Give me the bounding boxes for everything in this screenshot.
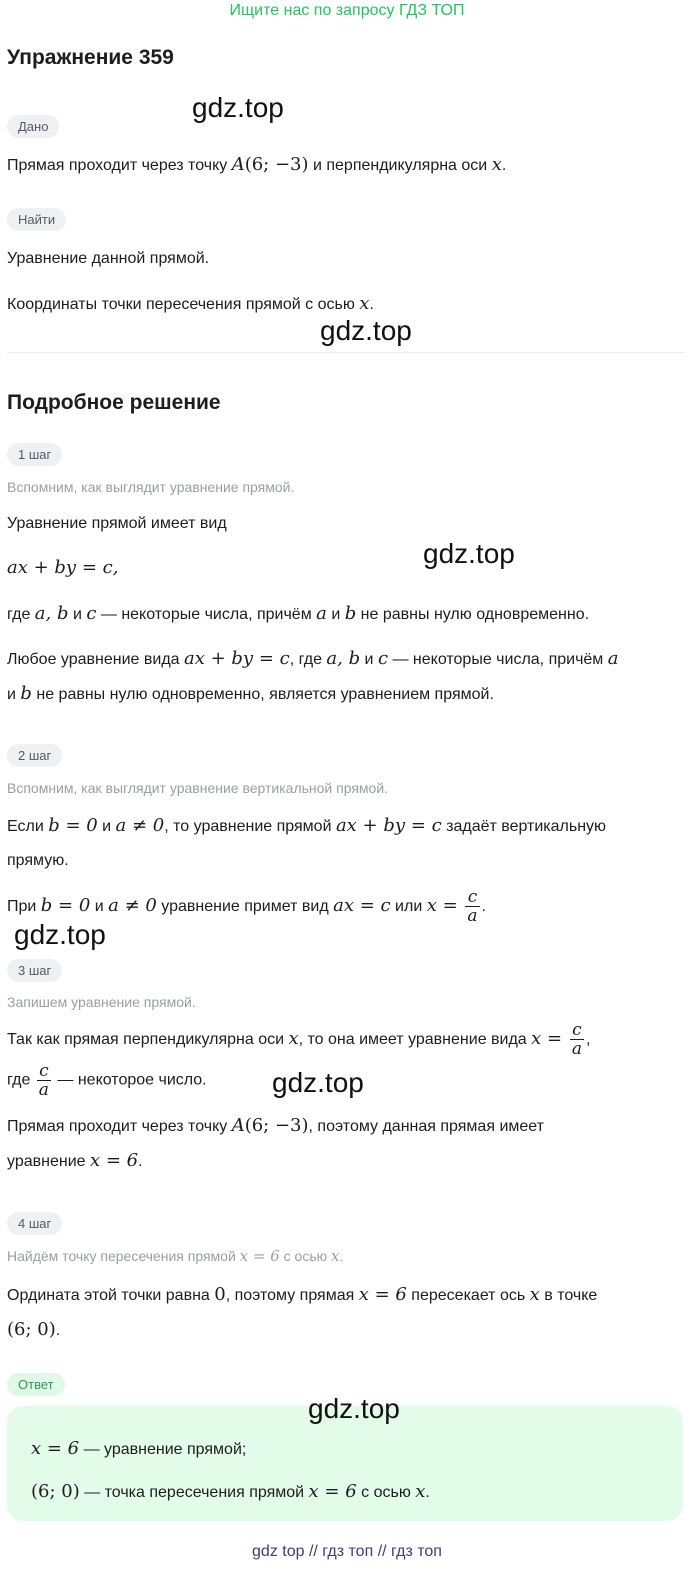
step-3-hint: Запишем уравнение прямой. — [7, 994, 196, 1010]
step-1-line-5 — [7, 676, 682, 712]
math: x = 6 — [89, 1150, 139, 1171]
text: — некоторые числа, причём — [388, 651, 608, 668]
fraction — [465, 888, 479, 925]
math: x = 6 — [31, 1438, 80, 1459]
text: , где — [289, 651, 327, 668]
fraction — [570, 1021, 584, 1058]
divider — [7, 352, 685, 353]
find-chip: Найти — [7, 208, 66, 231]
math: x — [529, 1284, 540, 1305]
math: x = 6 — [358, 1284, 407, 1305]
step-3-chip: 3 шаг — [7, 959, 62, 982]
math: ax + by = c, — [7, 557, 119, 578]
text: , поэтому прямая — [225, 1287, 359, 1304]
math: ax + by = c — [184, 648, 290, 669]
text: Ордината этой точки равна — [7, 1287, 215, 1304]
text: задаёт вертикальную — [441, 818, 607, 835]
math: a ≠ 0 — [115, 815, 165, 836]
step-2-line-2: прямую. — [7, 852, 69, 869]
text: . — [339, 1248, 344, 1264]
math: a — [607, 648, 619, 669]
math: (6; 0) — [7, 1319, 56, 1340]
text: Так как прямая перпендикулярна оси — [7, 1031, 289, 1048]
text: — некоторое число. — [52, 1071, 207, 1089]
text: где — [7, 606, 35, 623]
step-2-line-3 — [7, 888, 682, 925]
math: b — [344, 603, 357, 624]
math: ax + by = c — [335, 815, 442, 836]
text: и перпендикулярна оси — [308, 157, 492, 174]
answer-line-1 — [31, 1431, 682, 1467]
text: . — [138, 1153, 143, 1170]
text: Прямая проходит через точку — [7, 157, 232, 174]
math: (6; −3) — [244, 154, 309, 175]
text: , то она имеет уравнение вида — [298, 1031, 532, 1048]
step-1-chip: 1 шаг — [7, 443, 62, 466]
text: и — [326, 606, 345, 623]
search-banner[interactable]: Ищите нас по запросу ГДЗ ТОП — [229, 2, 465, 19]
math: A — [231, 154, 245, 175]
text: и — [7, 686, 21, 703]
fraction-numerator: c — [37, 1062, 51, 1081]
math: x = — [426, 895, 464, 916]
math: b = 0 — [48, 815, 98, 836]
text: уравнение примет вид — [156, 898, 334, 915]
watermark: gdz.top — [14, 919, 106, 950]
step-1-line-1: Уравнение прямой имеет вид — [7, 515, 227, 532]
text: не равны нулю одновременно. — [356, 606, 590, 623]
step-3-line-1 — [7, 1021, 682, 1058]
text: Любое уравнение вида — [7, 651, 184, 668]
math: x = 6 — [308, 1481, 357, 1502]
watermark: gdz.top — [320, 315, 412, 346]
text: не равны нулю одновременно, является уравнением прямой. — [31, 686, 494, 703]
math: (6; −3) — [244, 1115, 309, 1136]
text: — точка пересечения прямой — [79, 1484, 309, 1501]
math: (6; 0) — [31, 1481, 80, 1502]
text: При — [7, 898, 41, 915]
text: пересекает ось — [406, 1287, 530, 1304]
math: a, b — [326, 648, 361, 669]
step-2-line-1 — [7, 808, 682, 844]
fraction-numerator: c — [570, 1021, 584, 1040]
fraction-denominator: a — [38, 1080, 49, 1100]
text: или — [390, 898, 427, 915]
watermark: gdz.top — [272, 1067, 364, 1098]
step-2-chip: 2 шаг — [7, 744, 62, 767]
math: x = — [531, 1028, 568, 1049]
text: . — [425, 1484, 430, 1501]
math: a ≠ 0 — [108, 895, 157, 916]
text: Найдём точку пересечения прямой — [7, 1248, 240, 1264]
text: Координаты точки пересечения прямой с осью — [7, 296, 360, 313]
text: Если — [7, 818, 49, 835]
math: c — [86, 603, 97, 624]
math: a, b — [34, 603, 69, 624]
step-3-line-3 — [7, 1108, 682, 1144]
step-1-hint: Вспомним, как выглядит уравнение прямой. — [7, 479, 295, 495]
text: в точке — [539, 1287, 598, 1304]
solution-title: Подробное решение — [7, 391, 221, 414]
watermark: gdz.top — [308, 1393, 400, 1424]
math: A — [231, 1115, 245, 1136]
step-2-hint: Вспомним, как выглядит уравнение вертикальной прямой. — [7, 780, 389, 796]
math: x — [359, 293, 370, 314]
math: x — [415, 1481, 426, 1502]
text: и — [97, 818, 116, 835]
text: уравнение — [7, 1153, 90, 1170]
step-4-chip: 4 шаг — [7, 1212, 62, 1235]
text: и — [68, 606, 87, 623]
math: b = 0 — [40, 895, 91, 916]
math: 0 — [214, 1284, 226, 1305]
step-1-equation — [7, 550, 682, 586]
math: x — [331, 1247, 340, 1265]
math: x — [288, 1028, 299, 1049]
text: , поэтому данная прямая имеет — [308, 1118, 544, 1135]
math: ax = c — [333, 895, 391, 916]
text: — уравнение прямой; — [79, 1441, 247, 1458]
fraction-denominator: a — [571, 1039, 582, 1060]
text: — некоторые числа, причём — [96, 606, 317, 623]
math: c — [377, 648, 389, 669]
text: , — [585, 1031, 591, 1048]
text: . — [501, 157, 507, 174]
watermark: gdz.top — [192, 92, 284, 123]
text: . — [55, 1322, 61, 1339]
step-4-line-1 — [7, 1277, 682, 1313]
answer-line-2 — [31, 1474, 682, 1510]
text: где — [7, 1071, 35, 1089]
step-1-line-3 — [7, 596, 682, 632]
step-4-line-2 — [7, 1312, 682, 1348]
step-1-line-4 — [7, 641, 682, 677]
answer-chip: Ответ — [7, 1373, 65, 1396]
math: x — [491, 154, 502, 175]
text: . — [481, 898, 486, 915]
math: x = 6 — [239, 1247, 280, 1265]
text: с осью — [279, 1248, 332, 1264]
watermark: gdz.top — [423, 538, 515, 569]
text: и — [90, 898, 109, 915]
page-title: Упражнение 359 — [7, 46, 174, 69]
step-4-hint — [7, 1247, 343, 1265]
fraction-denominator: a — [467, 906, 478, 927]
given-chip: Дано — [7, 115, 59, 138]
text: Прямая проходит через точку — [7, 1118, 232, 1135]
find-line-1: Уравнение данной прямой. — [7, 250, 210, 267]
fraction — [37, 1062, 51, 1099]
fraction-numerator: c — [465, 888, 479, 907]
given-text — [7, 147, 682, 183]
text: , то уравнение прямой — [164, 818, 336, 835]
text: и — [360, 651, 378, 668]
math: a — [316, 603, 327, 624]
text: с осью — [356, 1484, 416, 1501]
text: . — [369, 296, 374, 313]
math: b — [20, 683, 32, 704]
step-3-line-4 — [7, 1143, 682, 1179]
footer-links[interactable]: gdz top // гдз топ // гдз топ — [252, 1543, 442, 1560]
